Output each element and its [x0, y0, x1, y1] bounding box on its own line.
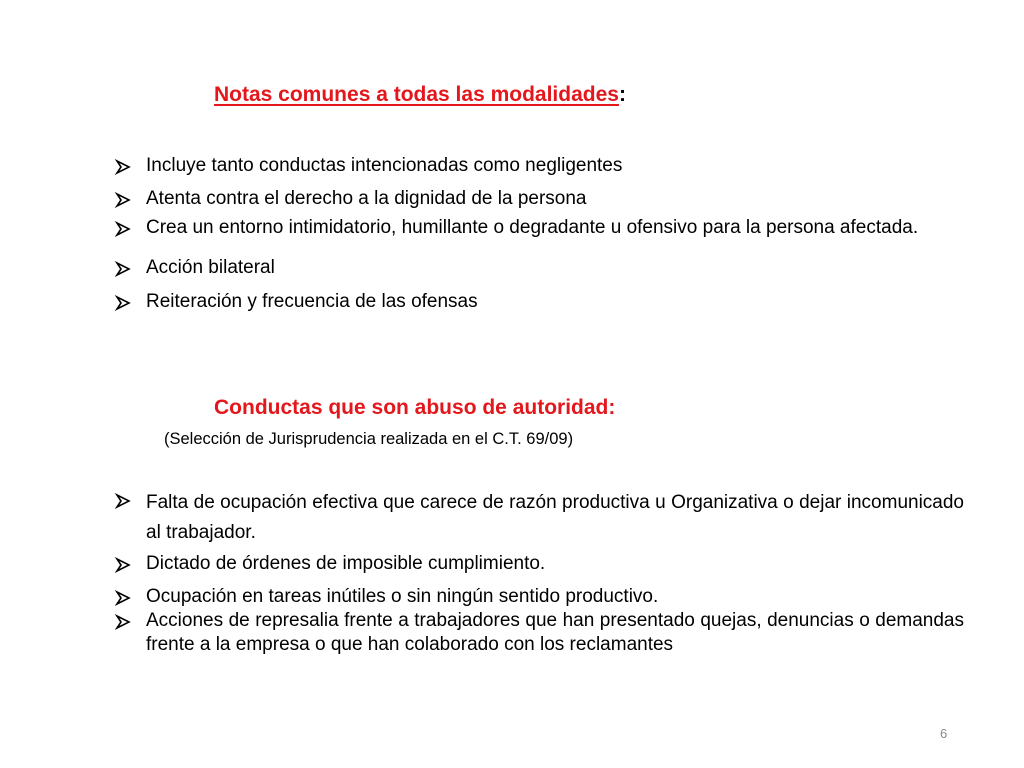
list-item-text: Dictado de órdenes de imposible cumplimiento. — [146, 553, 546, 574]
list-item — [110, 256, 950, 280]
arrow-bullet-icon — [114, 614, 132, 630]
list-item — [110, 488, 964, 548]
section-common-title: Notas comunes a todas las modalidades — [214, 83, 619, 106]
list-item-text: Reiteración y frecuencia de las ofensas — [146, 291, 478, 312]
list-item-text: Ocupación en tareas inútiles o sin ningún sentido productivo. — [146, 586, 659, 607]
arrow-bullet-icon — [114, 295, 132, 311]
section-common-title-colon: : — [618, 83, 626, 106]
list-item-text: Incluye tanto conductas intencionadas como negligentes — [146, 155, 623, 176]
arrow-bullet-icon — [114, 159, 132, 175]
list-item — [110, 187, 950, 211]
arrow-bullet-icon — [114, 590, 132, 606]
abuse-conducts-list — [110, 488, 964, 657]
arrow-bullet-icon — [114, 261, 132, 277]
arrow-bullet-icon — [114, 493, 132, 509]
list-item — [110, 290, 950, 314]
section-common-heading — [214, 82, 626, 108]
list-item-text: Acción bilateral — [146, 257, 275, 278]
list-item — [110, 609, 964, 657]
list-item — [110, 154, 950, 178]
arrow-bullet-icon — [114, 557, 132, 573]
section-abuse-subtitle: (Selección de Jurisprudencia realizada en el C.T. 69/09) — [164, 430, 574, 448]
list-item-text: Atenta contra el derecho a la dignidad de la persona — [146, 188, 587, 209]
common-notes-list — [110, 154, 950, 314]
list-item-text: Acciones de represalia frente a trabajadores que han presentado quejas, denuncias o demandas frente a la empresa o que han colaborado con los reclamantes — [146, 610, 964, 655]
page-number: 6 — [940, 726, 948, 741]
arrow-bullet-icon — [114, 192, 132, 208]
list-item — [110, 552, 964, 576]
list-item-text: Crea un entorno intimidatorio, humillante o degradante u ofensivo para la persona afectada. — [146, 217, 919, 238]
list-item — [110, 585, 964, 609]
list-item — [110, 216, 950, 240]
arrow-bullet-icon — [114, 221, 132, 237]
section-abuse-heading: Conductas que son abuso de autoridad: — [214, 396, 616, 419]
list-item-text: Falta de ocupación efectiva que carece de razón productiva u Organizativa o dejar incomunicado al trabajador. — [146, 492, 964, 543]
